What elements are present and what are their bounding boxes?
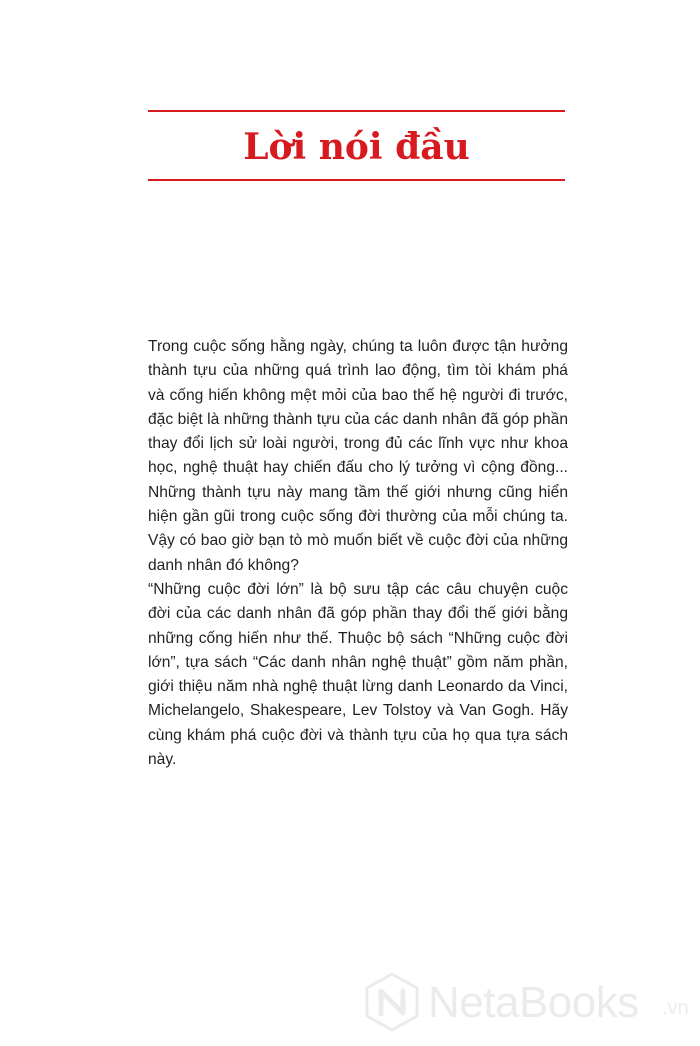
preface-body <box>148 335 568 772</box>
preface-paragraph-2: “Những cuộc đời lớn” là bộ sưu tập các câu chuyện cuộc đời của các danh nhân đã góp phần thay đổi thế giới bằng những cống hiến như thế. Thuộc bộ sách “Những cuộc đời lớn”, tựa sách “Các danh nhân nghệ thuật” gồm năm phần, giới thiệu năm nhà nghệ thuật lừng danh Leonardo da Vinci, Michelangelo, Shakespeare, Lev Tolstoy và Van Gogh. Hãy cùng khám phá cuộc đời và thành tựu của họ qua tựa sách này. <box>148 580 568 769</box>
title-rule-top <box>148 110 565 112</box>
watermark-suffix: .vn <box>662 997 689 1019</box>
netabooks-logo-icon <box>362 972 422 1032</box>
watermark <box>362 972 692 1034</box>
page-title: Lời nói đầu <box>243 126 470 168</box>
title-rule-bottom <box>148 179 565 181</box>
watermark-text: NetaBooks <box>428 978 639 1027</box>
preface-paragraph-1: Trong cuộc sống hằng ngày, chúng ta luôn được tận hưởng thành tựu của những quá trình lao động, tìm tòi khám phá và cống hiến không mệt mỏi của bao thế hệ người đi trước, đặc biệt là những thành tựu của các danh nhân đã góp phần thay đổi lịch sử loài người, trong đủ các lĩnh vực như khoa học, nghệ thuật hay chiến đấu cho lý tưởng vì cộng đồng... Những thành tựu này mang tầm thế giới nhưng cũng hiển hiện gần gũi trong cuộc sống đời thường của mỗi chúng ta. Vậy có bao giờ bạn tò mò muốn biết về cuộc đời của những danh nhân đó không? <box>148 338 568 574</box>
